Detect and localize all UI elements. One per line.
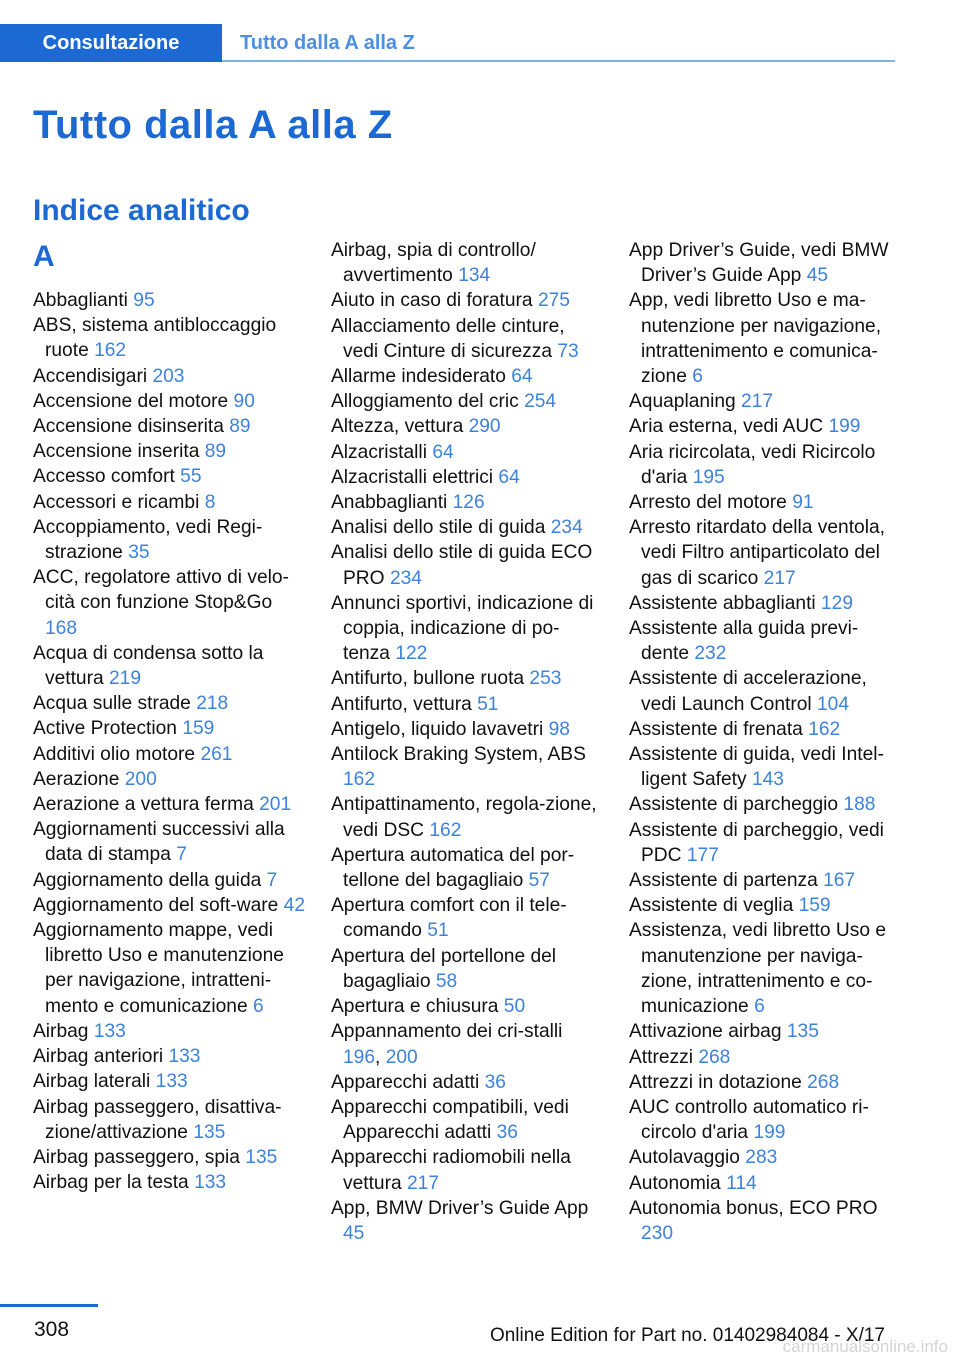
index-entry	[629, 288, 901, 389]
page-link[interactable]: 64	[498, 466, 520, 488]
page-link[interactable]: 45	[806, 265, 829, 287]
page-link[interactable]: 135	[245, 1146, 278, 1168]
entry-label: Accendisigari	[33, 365, 148, 387]
index-entry	[33, 691, 305, 716]
index-entry	[33, 364, 305, 389]
index-entry	[629, 440, 901, 490]
entry-label: Aggiornamento del soft‐ware	[33, 894, 279, 916]
index-entry	[331, 414, 603, 439]
page-link[interactable]: 35	[128, 542, 150, 564]
entry-label: Assistente di partenza	[629, 870, 818, 892]
entry-label: Allarme indesiderato	[331, 366, 506, 388]
page-link[interactable]: 162	[808, 718, 841, 740]
index-entry	[629, 414, 901, 439]
index-entry	[331, 893, 603, 943]
page-link[interactable]: 134	[458, 265, 491, 287]
page-link[interactable]: 290	[468, 416, 501, 438]
page-link[interactable]: 73	[557, 340, 579, 362]
entry-label: Aerazione	[33, 768, 120, 790]
entry-label: Attrezzi in dotazione	[629, 1071, 802, 1093]
page-link[interactable]: 64	[511, 366, 533, 388]
page-link[interactable]: 133	[168, 1046, 201, 1068]
entry-label: Altezza, vettura	[331, 416, 464, 438]
edition-note: Online Edition for Part no. 01402984084 - X/17	[489, 1325, 885, 1346]
page-link[interactable]: 203	[152, 365, 185, 387]
entry-label: Airbag	[33, 1020, 89, 1042]
entry-label: Aggiornamento della guida	[33, 869, 262, 891]
page-link[interactable]: 254	[524, 391, 557, 413]
index-entry	[331, 440, 603, 465]
page-link[interactable]: 218	[196, 693, 229, 715]
index-entry	[629, 717, 901, 742]
index-entry	[629, 1196, 901, 1246]
page-link[interactable]: 283	[745, 1147, 778, 1169]
entry-label: Arresto ritardato della ventola, vedi Filtro antiparticolato del gas di scarico	[629, 517, 885, 589]
entry-label: Apertura comfort con il tele‐comando	[331, 895, 567, 942]
index-entry	[33, 1170, 305, 1195]
entry-label: Antipattinamento, regola‐zione, vedi DSC	[331, 794, 597, 841]
index-entry	[33, 792, 305, 817]
entry-label: Antifurto, vettura	[331, 693, 472, 715]
page-link[interactable]: 6	[692, 366, 703, 388]
entry-label: Accesso comfort	[33, 466, 175, 488]
footer-divider	[0, 1304, 98, 1307]
entry-label: Arresto del motore	[629, 492, 787, 514]
page-link[interactable]: 234	[550, 517, 583, 539]
entry-label: Alzacristalli	[331, 441, 427, 463]
index-entry	[331, 591, 603, 667]
page-link[interactable]: 162	[429, 819, 462, 841]
index-entry	[33, 565, 305, 641]
entry-label: Antifurto, bullone ruota	[331, 668, 525, 690]
entry-label: AUC controllo automatico ri‐circolo d'aria	[629, 1096, 869, 1144]
entry-label: App Driver’s Guide, vedi BMW Driver’s Guide App	[629, 240, 889, 287]
entry-label: Assistente di parcheggio	[629, 794, 839, 816]
page-link[interactable]: 177	[686, 844, 719, 866]
tab-consultazione[interactable]: Consultazione	[0, 24, 222, 62]
index-entry	[629, 1145, 901, 1170]
index-entry	[629, 1019, 901, 1044]
header-divider	[222, 60, 895, 62]
index-entry	[331, 843, 603, 893]
breadcrumb[interactable]: Tutto dalla A alla Z	[240, 31, 415, 54]
index-entry	[33, 439, 305, 464]
entry-label: Aggiornamenti successivi alla data di stampa	[33, 819, 285, 866]
index-entry	[629, 666, 901, 716]
index-entry	[331, 944, 603, 994]
page-link[interactable]: 7	[176, 844, 187, 866]
page-link[interactable]: 104	[817, 693, 850, 715]
page-link[interactable]: 199	[753, 1122, 786, 1144]
page-link[interactable]: 51	[427, 920, 449, 942]
page-link[interactable]: 217	[741, 391, 774, 413]
page-link[interactable]: 133	[194, 1172, 227, 1194]
page-link[interactable]: 51	[477, 693, 499, 715]
index-entry	[33, 1069, 305, 1094]
index-entry	[331, 1095, 603, 1145]
entry-label: Analisi dello stile di guida	[331, 517, 546, 539]
entry-label: Alzacristalli elettrici	[331, 466, 494, 488]
page-link[interactable]: 200	[385, 1046, 418, 1068]
index-entry	[331, 792, 603, 842]
page-link[interactable]: 133	[155, 1071, 188, 1093]
entry-label: Apertura automatica del por‐tellone del bagagliaio	[331, 844, 575, 892]
entry-label: Annunci sportivi, indicazione di coppia, indicazione di po‐tenza	[331, 592, 594, 665]
page-title: Tutto dalla A alla Z	[33, 103, 393, 147]
entry-label: Assistente di guida, vedi Intel‐ligent Safety	[629, 744, 884, 791]
entry-label: Autolavaggio	[629, 1147, 740, 1169]
entry-label: Active Protection	[33, 718, 177, 740]
index-entry	[629, 818, 901, 868]
entry-label: Airbag, spia di controllo/ avvertimento	[331, 240, 536, 287]
index-entry	[331, 540, 603, 590]
entry-label: ABS, sistema antibloccaggio ruote	[33, 315, 277, 362]
entry-label: Analisi dello stile di guida ECO PRO	[331, 542, 593, 589]
entry-label: Airbag laterali	[33, 1071, 151, 1093]
index-entry	[33, 868, 305, 893]
page-link[interactable]: 162	[94, 340, 127, 362]
index-entry	[331, 717, 603, 742]
index-entry	[33, 893, 305, 918]
page-link[interactable]: 217	[407, 1172, 440, 1194]
entry-label: Apparecchi compatibili, vedi Apparecchi adatti	[331, 1096, 569, 1144]
page-link[interactable]: 64	[432, 441, 454, 463]
entry-label: Airbag passeggero, disattiva‐zione/attivazione	[33, 1096, 282, 1143]
page-link[interactable]: 45	[343, 1222, 365, 1244]
index-column-2	[331, 238, 603, 1246]
entry-label: Accensione disinserita	[33, 416, 224, 438]
index-entry	[629, 389, 901, 414]
page-link[interactable]: 42	[283, 894, 305, 916]
page-link[interactable]: 159	[182, 718, 215, 740]
page-link[interactable]: 90	[233, 390, 255, 412]
entry-label: Apparecchi adatti	[331, 1071, 480, 1093]
index-entry	[33, 1044, 305, 1069]
entry-label: Airbag passeggero, spia	[33, 1146, 240, 1168]
index-entry	[33, 742, 305, 767]
page-link[interactable]: 201	[259, 794, 292, 816]
index-entry	[629, 490, 901, 515]
index-column-1	[33, 238, 305, 1195]
page-link[interactable]: 275	[537, 290, 570, 312]
entry-label: Aerazione a vettura ferma	[33, 794, 254, 816]
page-link[interactable]: 230	[641, 1222, 674, 1244]
page-link[interactable]: 268	[698, 1046, 731, 1068]
page-link[interactable]: 199	[828, 416, 861, 438]
page-link[interactable]: 167	[823, 870, 856, 892]
index-entry	[629, 893, 901, 918]
page-link[interactable]: 268	[807, 1071, 840, 1093]
index-entry	[331, 1145, 603, 1195]
index-entry	[629, 616, 901, 666]
entry-label: Antigelo, liquido lavavetri	[331, 718, 544, 740]
index-entry	[33, 288, 305, 313]
index-entry	[629, 515, 901, 591]
index-entry	[331, 1196, 603, 1246]
page-link[interactable]: 58	[435, 970, 458, 992]
page-link[interactable]: 261	[200, 743, 233, 765]
page-link[interactable]: 200	[124, 768, 157, 790]
index-entry	[629, 1045, 901, 1070]
page-link[interactable]: 114	[726, 1172, 757, 1194]
index-entry	[629, 238, 901, 288]
index-entry	[331, 1070, 603, 1095]
page-link[interactable]: 133	[93, 1020, 126, 1042]
entry-label: Airbag per la testa	[33, 1172, 189, 1194]
entry-label: Additivi olio motore	[33, 743, 196, 765]
index-entry	[33, 490, 305, 515]
page-link[interactable]: 129	[821, 592, 854, 614]
page-link[interactable]: 219	[109, 668, 142, 690]
index-entry	[331, 465, 603, 490]
index-entry: Appannamento dei cri‐stalli 196, 200	[331, 1021, 563, 1068]
entry-label: Assistente di veglia	[629, 895, 794, 917]
index-entry	[33, 1019, 305, 1044]
header-bar	[0, 24, 895, 62]
index-entry	[33, 817, 305, 867]
entry-label: Apertura e chiusura	[331, 996, 499, 1018]
index-entry	[33, 767, 305, 792]
entry-label: Airbag anteriori	[33, 1046, 164, 1068]
entry-label: Anabbaglianti	[331, 492, 448, 514]
index-entry	[33, 1095, 305, 1145]
page-link[interactable]: 8	[204, 491, 216, 513]
page-link[interactable]: 89	[229, 416, 251, 438]
page-link[interactable]: 6	[754, 996, 765, 1018]
index-entry	[33, 1145, 305, 1170]
page-link[interactable]: 122	[395, 643, 428, 665]
entry-label: Accoppiamento, vedi Regi‐strazione	[33, 516, 263, 564]
index-entry	[629, 1070, 901, 1095]
index-entry	[331, 490, 603, 515]
index-entry	[33, 515, 305, 565]
entry-label: Assistente abbaglianti	[629, 592, 816, 614]
entry-label: Attrezzi	[629, 1046, 693, 1068]
page-link[interactable]: 196	[343, 1046, 376, 1068]
index-entry	[629, 591, 901, 616]
entry-label: Attivazione airbag	[629, 1021, 782, 1043]
page-link[interactable]: 7	[266, 869, 278, 891]
page-link[interactable]: 135	[193, 1121, 226, 1143]
page-link[interactable]: 253	[529, 668, 562, 690]
page-link[interactable]: 95	[133, 290, 155, 311]
entry-label: Assistente di parcheggio, vedi PDC	[629, 819, 884, 866]
index-entry	[331, 692, 603, 717]
entry-label: Assistente di frenata	[629, 718, 803, 740]
page-link[interactable]: 232	[694, 643, 727, 665]
index-entry	[629, 1171, 901, 1196]
index-entry	[331, 515, 603, 540]
page-number: 308	[34, 1318, 70, 1341]
index-entry	[629, 1095, 901, 1145]
index-entry	[33, 464, 305, 489]
entry-label: Autonomia	[629, 1172, 721, 1194]
entry-label: Acqua sulle strade	[33, 693, 191, 715]
page-link[interactable]: 36	[484, 1071, 506, 1093]
index-entry	[331, 666, 603, 691]
entry-label: Appannamento dei cri‐stalli	[331, 1021, 563, 1043]
entry-label: Allacciamento delle cinture, vedi Cinture di sicurezza	[331, 315, 565, 362]
entry-label: Acqua di condensa sotto la vettura	[33, 642, 264, 690]
index-entry	[629, 792, 901, 817]
entry-label: Aiuto in caso di foratura	[331, 290, 533, 312]
index-entry	[33, 414, 305, 439]
page-link[interactable]: 91	[792, 492, 814, 514]
entry-label: Accensione del motore	[33, 390, 229, 412]
page-link[interactable]: 217	[763, 567, 796, 589]
index-entry	[629, 868, 901, 893]
entry-label: Apparecchi radiomobili nella vettura	[331, 1147, 571, 1194]
entry-label: Alloggiamento del cric	[331, 391, 519, 413]
page-link[interactable]: 143	[751, 769, 784, 791]
page-link[interactable]: 168	[45, 617, 78, 639]
index-entry	[33, 716, 305, 741]
page-link[interactable]: 55	[180, 466, 202, 488]
index-entry	[33, 641, 305, 691]
index-column-3	[629, 238, 901, 1246]
entry-label: Autonomia bonus, ECO PRO	[629, 1197, 878, 1219]
index-entry	[331, 364, 603, 389]
index-entry	[331, 994, 603, 1019]
index-entry	[331, 288, 603, 313]
entry-label: App, vedi libretto Uso e ma‐nutenzione per navigazione, intrattenimento e comunica‐zione	[629, 290, 882, 388]
page-link[interactable]: 50	[503, 996, 526, 1018]
watermark: carmanualsonline.info	[782, 1337, 948, 1356]
index-entry	[33, 313, 305, 363]
entry-label: Aria esterna, vedi AUC	[629, 416, 824, 438]
entry-label: Aria ricircolata, vedi Ricircolo d'aria	[629, 441, 876, 488]
index-entry	[33, 918, 305, 1019]
entry-label: Assistente di accelerazione, vedi Launch Control	[629, 668, 867, 715]
index-entry	[33, 389, 305, 414]
entry-label: Abbaglianti	[33, 290, 128, 311]
index-entry	[629, 918, 901, 1019]
index-entry	[331, 742, 603, 792]
page-link[interactable]: 89	[204, 441, 227, 463]
entry-label: Accessori e ricambi	[33, 491, 200, 513]
entry-label: Apertura del portellone del bagagliaio	[331, 945, 557, 992]
entry-label: Antilock Braking System, ABS	[331, 744, 586, 766]
page-link[interactable]: 57	[528, 870, 550, 892]
page-link[interactable]: 162	[343, 769, 376, 791]
page-link[interactable]: 188	[843, 794, 876, 816]
section-title: Indice analitico	[33, 194, 250, 227]
page-link[interactable]: 159	[798, 895, 831, 917]
index-entry	[331, 314, 603, 364]
page-link[interactable]: 6	[253, 995, 264, 1017]
page-link[interactable]: 98	[548, 718, 570, 740]
entry-label: App, BMW Driver’s Guide App	[331, 1197, 589, 1219]
entry-label: Assistente alla guida previ‐dente	[629, 618, 859, 665]
index-entry	[331, 238, 603, 288]
page-link[interactable]: 126	[452, 492, 485, 514]
index-letter: A	[33, 240, 55, 273]
entry-label: Aggiornamento mappe, vedi libretto Uso e manutenzione per navigazione, intratteni‐mento e comunicazione	[33, 920, 284, 1017]
page-link[interactable]: 234	[389, 567, 422, 589]
page-link[interactable]: 36	[496, 1122, 518, 1144]
entry-label: ACC, regolatore attivo di velo‐cità con funzione Stop&Go	[33, 567, 289, 614]
index-entry	[331, 389, 603, 414]
entry-label: Aquaplaning	[629, 391, 736, 413]
entry-label: Accensione inserita	[33, 441, 200, 463]
entry-label: Assistenza, vedi libretto Uso e manutenzione per naviga‐zione, intrattenimento e co‐municazione	[629, 920, 887, 1018]
page-link[interactable]: 135	[786, 1021, 819, 1043]
page-link[interactable]: 195	[692, 466, 725, 488]
index-entry	[629, 742, 901, 792]
